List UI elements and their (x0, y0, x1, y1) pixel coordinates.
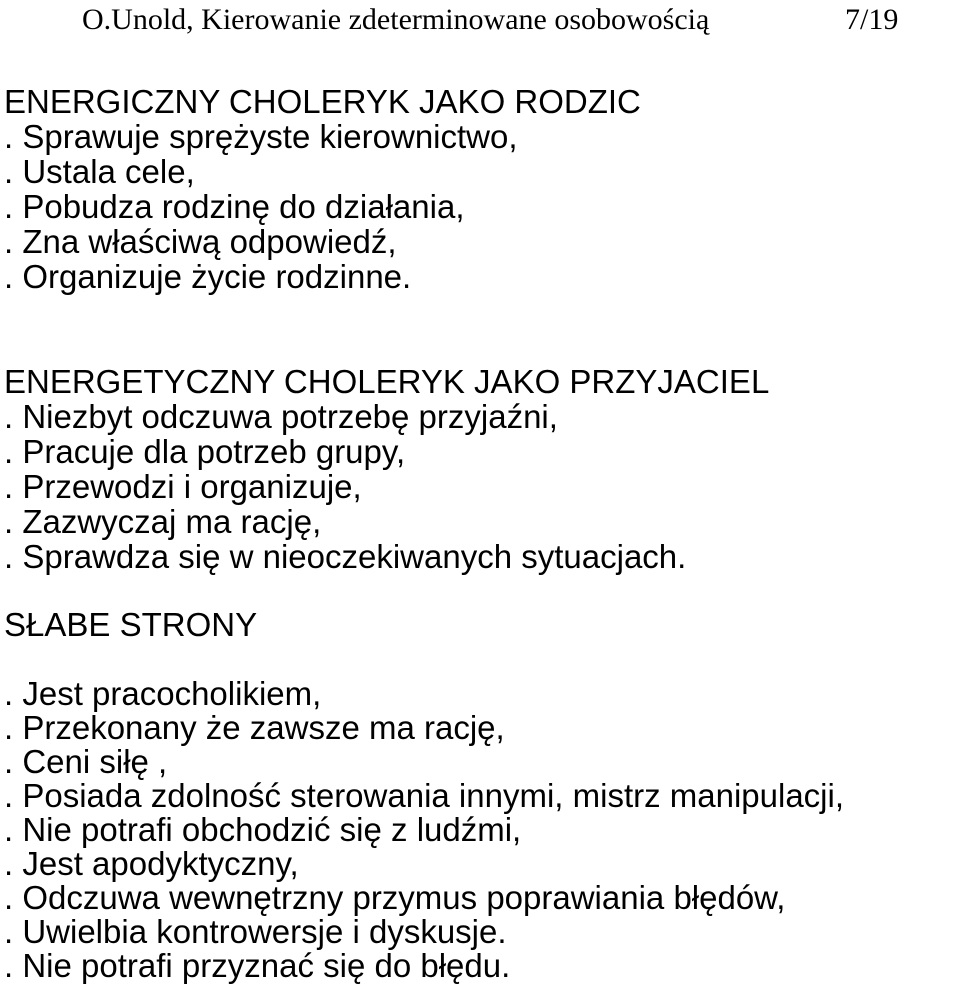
list-item: . Przekonany że zawsze ma rację, (4, 709, 505, 746)
section-heading: SŁABE STRONY (4, 606, 258, 643)
list-item: . Sprawuje sprężyste kierownictwo, (4, 118, 518, 155)
page-header (0, 0, 960, 40)
list-item: . Jest apodyktyczny, (4, 845, 299, 882)
list-item: . Uwielbia kontrowersje i dyskusje. (4, 913, 507, 950)
list-item: . Posiada zdolność sterowania innymi, mistrz manipulacji, (4, 777, 845, 814)
list-item: . Zazwyczaj ma rację, (4, 503, 322, 540)
list-item: . Ustala cele, (4, 153, 195, 190)
spacer (4, 642, 956, 677)
list-item: . Odczuwa wewnętrzny przymus poprawiania błędów, (4, 879, 786, 916)
list-item: . Jest pracocholikiem, (4, 675, 322, 712)
list-item: . Nie potrafi przyznać się do błędu. (4, 947, 511, 984)
section-weaknesses (4, 608, 956, 983)
section-parent (4, 84, 956, 294)
list-item: . Pobudza rodzinę do działania, (4, 188, 465, 225)
list-item: . Organizuje życie rodzinne. (4, 258, 412, 295)
document-title: O.Unold, Kierowanie zdeterminowane osobowością (82, 3, 710, 36)
trait-list (4, 677, 956, 983)
list-item: . Przewodzi i organizuje, (4, 468, 362, 505)
section-friend (4, 364, 956, 574)
trait-list (4, 119, 956, 294)
section-heading: ENERGETYCZNY CHOLERYK JAKO PRZYJACIEL (4, 363, 770, 400)
list-item: . Ceni siłę , (4, 743, 168, 780)
list-item: . Pracuje dla potrzeb grupy, (4, 433, 406, 470)
trait-list (4, 399, 956, 574)
list-item: . Nie potrafi obchodzić się z ludźmi, (4, 811, 522, 848)
list-item: . Sprawdza się w nieoczekiwanych sytuacjach. (4, 538, 687, 575)
section-heading: ENERGICZNY CHOLERYK JAKO RODZIC (4, 83, 641, 120)
list-item: . Zna właściwą odpowiedź, (4, 223, 397, 260)
page-number: 7/19 (845, 3, 899, 36)
document-body (4, 84, 956, 983)
list-item: . Niezbyt odczuwa potrzebę przyjaźni, (4, 398, 558, 435)
